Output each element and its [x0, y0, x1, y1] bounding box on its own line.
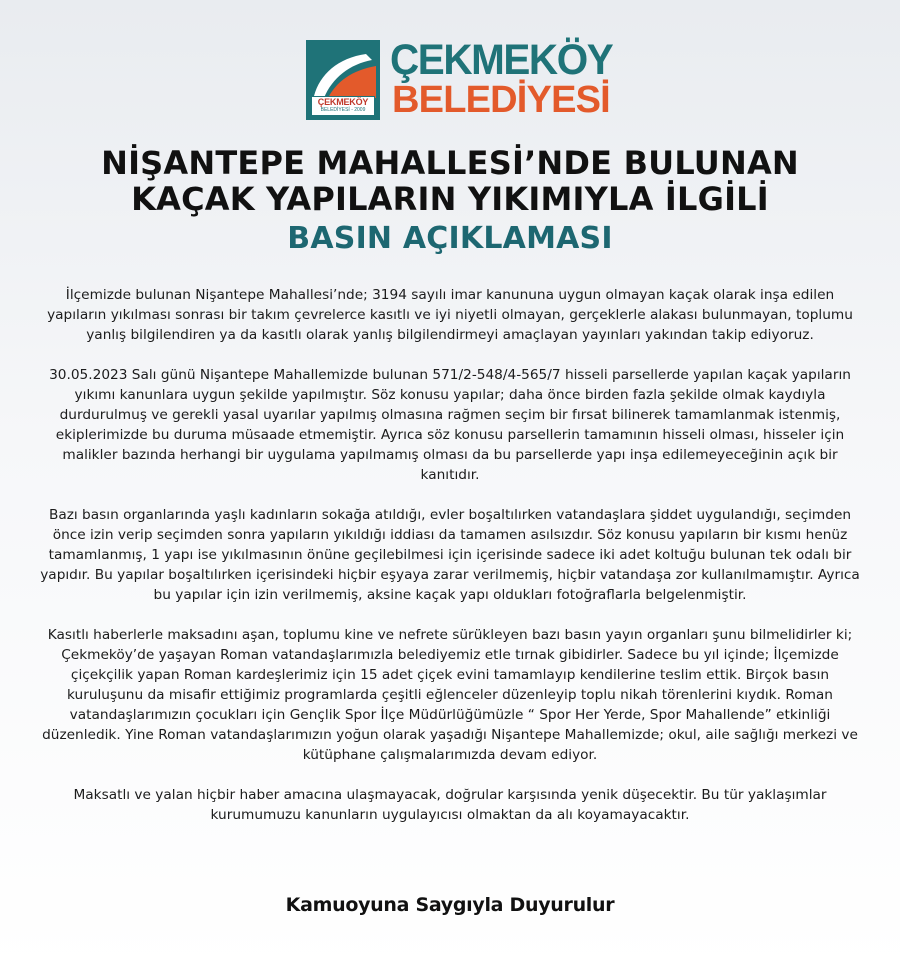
cekmekoy-logo — [306, 36, 613, 122]
emblem-plate — [311, 96, 375, 116]
paragraph-demolition-details: 30.05.2023 Salı günü Nişantepe Mahallemizde bulunan 571/2-548/4-565/7 hisseli parsellerde yapılan kaçak yapıların yıkımı kanunlara uygun şekilde yapılmıştır. Söz konusu yapılar; daha önce birden fazla şekilde olmak kaydıyla durdurulmuş ve gerekli yasal uyarılar yapılmış olmasına rağmen seçim bir fırsat bilinerek tamamlanmak istenmiş, ekiplerimizde bu duruma müsaade etmemiştir. Ayrıca söz konusu parsellerin tamamının hisseli olması, hisseler için malikler bazında herhangi bir uygulama yapılmamış olması da bu parsellerde yapı inşa edilemeyeceğinin açık bir kanıtıdır. — [49, 367, 851, 483]
headline-line2: KAÇAK YAPILARIN YIKIMIYLA İLGİLİ — [131, 180, 769, 218]
emblem-subtitle: BELEDİYESİ - 2009 — [320, 107, 366, 113]
paragraph-conclusion: Maksatlı ve yalan hiçbir haber amacına ulaşmayacak, doğrular karşısında yenik düşecektir. Bu tür yaklaşımlar kurumumuzu kanunların uygulayıcısı olmaktan da alı koyamayacaktır. — [73, 787, 827, 823]
paragraph-intro: İlçemizde bulunan Nişantepe Mahallesi’nde; 3194 sayılı imar kanununa uygun olmayan kaçak olarak inşa edilen yapıların yıkılması sonrası bir takım çevrelerce kasıtlı ve iyi niyetli olmayan, gerçeklerle alakası bulunmayan, toplumu yanlış bilgilendiren ya da kasıtlı olarak yanlış bilgilendirmeyi amaçlayan yayınları yakından takip ediyoruz. — [47, 287, 853, 343]
logo-name-line2: BELEDİYESİ — [392, 79, 610, 121]
paragraph-allegations-response: Bazı basın organlarında yaşlı kadınların sokağa atıldığı, evler boşaltılırken vatandaşlara şiddet uygulandığı, seçimden önce izin verip seçimden sonra yapıların yıkıldığı iddiası da tamamen asılsızdır. Söz konusu yapıların bir kısmı henüz tamamlanmış, 1 yapı ise yıkılmasının önüne geçilebilmesi için içerisinde sadece iki adet koltuğu bulunan tek odalı bir yapıdır. Bu yapılar boşaltılırken içerisindeki hiçbir eşyaya zarar verilmemiş, hiçbir vatandaşa zor kullanılmamıştır. Ayrıca bu yapılar için izin verilmemiş, aksine kaçak yapı oldukları fotoğraflarla belgelenmiştir. — [40, 507, 860, 603]
press-release-body — [38, 285, 862, 845]
paragraph-roman-citizens: Kasıtlı haberlerle maksadını aşan, toplumu kine ve nefrete sürükleyen bazı basın yayın organları şunu bilmelidirler ki; Çekmeköy’de yaşayan Roman vatandaşlarımızla belediyemiz etle tırnak gibidirler. Sadece bu yıl içinde; İlçemizde çiçekçilik yapan Roman kardeşlerimiz için 15 adet çiçek evini tamamlayıp kendilerine teslim ettik. Birçok basın kuruluşunu da misafir ettiğimiz programlarda çeşitli eğlenceler düzenleyip toplu nikah törenlerini kıydık. Roman vatandaşlarımızın çocukları için Gençlik Spor İlçe Müdürlüğümüzle “ Spor Her Yerde, Spor Mahallende” etkinliği düzenledik. Yine Roman vatandaşlarımızın yoğun olarak yaşadığı Nişantepe Mahallemizde; okul, aile sağlığı merkezi ve kütüphane çalışmalarımızda devam ediyor. — [42, 627, 858, 763]
headline-subtitle: BASIN AÇIKLAMASI — [287, 221, 613, 256]
logo-name-line1: ÇEKMEKÖY — [390, 36, 613, 84]
headline-line1: NİŞANTEPE MAHALLESİ’NDE BULUNAN — [101, 144, 799, 182]
municipality-emblem — [306, 40, 380, 120]
emblem-name: ÇEKMEKÖY — [317, 97, 369, 107]
closing-statement: Kamuoyuna Saygıyla Duyurulur — [285, 894, 615, 916]
